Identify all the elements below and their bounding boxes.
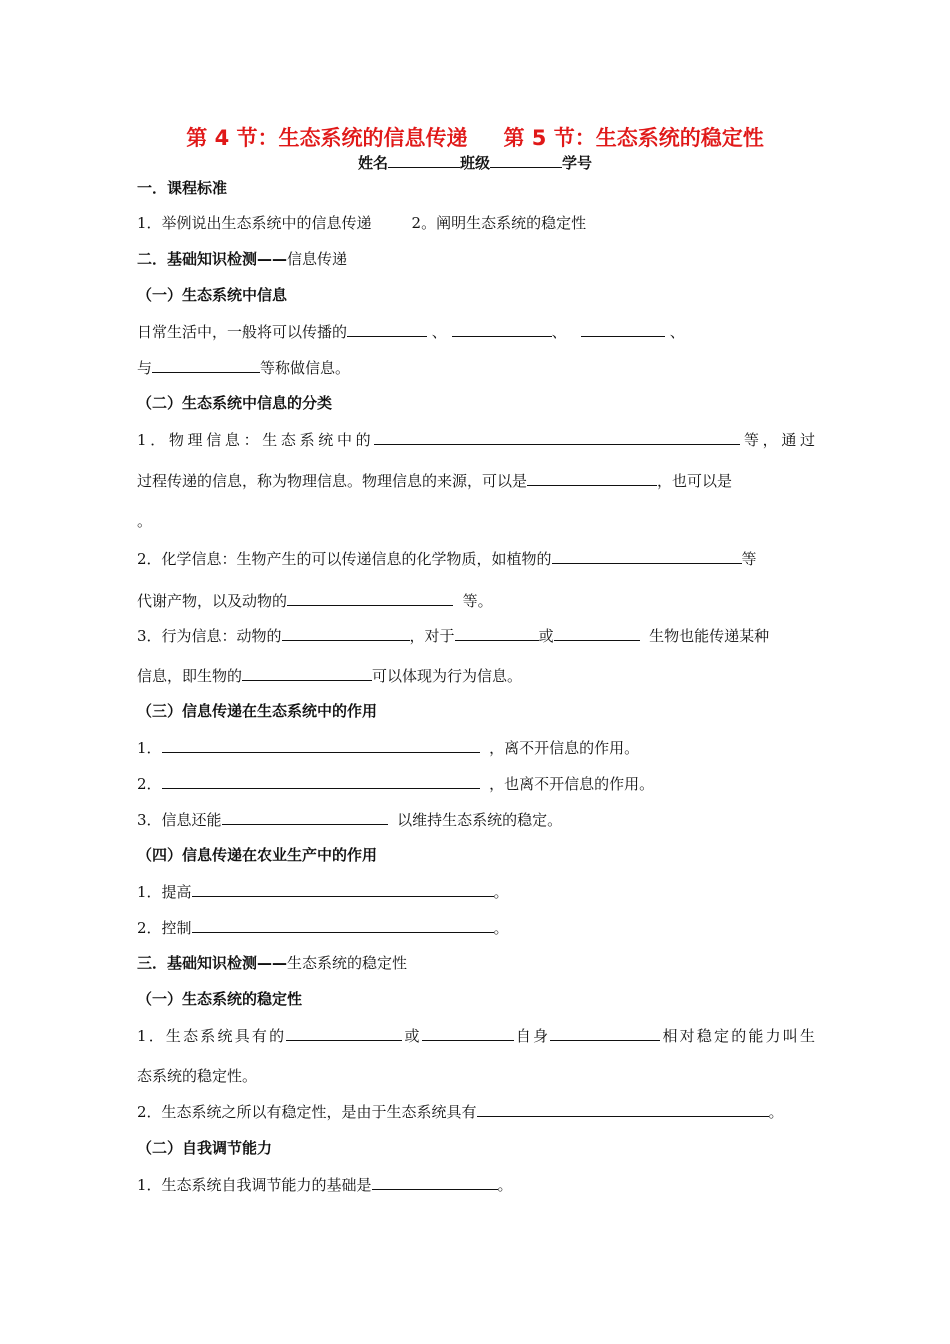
text: 代谢产物，以及动物的 — [137, 592, 288, 610]
sub4-item2 — [137, 917, 509, 938]
fill-blank[interactable] — [162, 737, 480, 753]
sub2-p1-line2 — [137, 470, 732, 491]
text: 。 — [493, 883, 509, 901]
sub2-p1-line1 — [137, 429, 815, 450]
section3-sub1-heading: （一）生态系统的稳定性 — [137, 990, 303, 1008]
text: 3．行为信息：动物的 — [137, 627, 282, 645]
text: 1．提高 — [137, 883, 192, 901]
section1-items — [137, 213, 586, 233]
fill-blank[interactable] — [192, 881, 494, 897]
fill-blank[interactable] — [162, 773, 480, 789]
text: 等。 — [462, 592, 493, 610]
s3-sub2-p1 — [137, 1174, 513, 1195]
fill-blank[interactable] — [192, 917, 494, 933]
fill-blank[interactable] — [581, 321, 665, 337]
title-part2: 第 5 节：生态系统的稳定性 — [503, 126, 764, 150]
text: 。 — [493, 919, 509, 937]
class-blank[interactable] — [490, 152, 562, 168]
fill-blank[interactable] — [286, 1025, 402, 1041]
section2-sub4-heading: （四）信息传递在农业生产中的作用 — [137, 846, 378, 864]
text: ，也可以是 — [657, 472, 733, 490]
text: 2． — [137, 775, 162, 793]
fill-blank[interactable] — [222, 809, 388, 825]
name-label: 姓名 — [357, 154, 388, 172]
fill-blank[interactable] — [152, 357, 260, 373]
text: 2．化学信息：生物产生的可以传递信息的化学物质，如植物的 — [137, 550, 552, 568]
text: 相对稳定的能力叫生 — [660, 1027, 815, 1045]
fill-blank[interactable] — [422, 1025, 514, 1041]
sub1-line1-text: 日常生活中，一般将可以传播的 — [137, 323, 348, 341]
fill-blank[interactable] — [347, 321, 427, 337]
text: 或 — [402, 1027, 422, 1045]
section2-sub2-heading: （二）生态系统中信息的分类 — [137, 394, 333, 412]
sub3-item1 — [137, 737, 639, 758]
fill-blank[interactable] — [552, 548, 742, 564]
sub2-p1-line3: 。 — [137, 512, 153, 530]
text: 以维持生态系统的稳定。 — [397, 811, 563, 829]
standard-item-1: 1．举例说出生态系统中的信息传递 — [137, 214, 372, 232]
fill-blank[interactable] — [554, 625, 640, 641]
section3-sub2-heading: （二）自我调节能力 — [137, 1139, 273, 1157]
section3-heading-normal: 生态系统的稳定性 — [287, 954, 408, 972]
fill-blank[interactable] — [282, 625, 410, 641]
sub1-line1 — [137, 321, 685, 342]
text: 1．生态系统具有的 — [137, 1027, 287, 1045]
fill-blank[interactable] — [527, 470, 657, 486]
sub3-item3 — [137, 809, 562, 830]
section2-heading-normal: 信息传递 — [287, 250, 348, 268]
section3-heading — [137, 953, 407, 973]
sub1-line2-end: 等称做信息。 — [260, 359, 351, 377]
sep: 、 — [669, 323, 685, 341]
name-blank[interactable] — [388, 152, 460, 168]
section1-heading: 一．课程标准 — [137, 179, 228, 197]
text: ，也离不开信息的作用。 — [489, 775, 655, 793]
section2-heading — [137, 249, 347, 269]
text: 3．信息还能 — [137, 811, 222, 829]
sep: 、 — [551, 323, 567, 341]
student-info — [0, 152, 950, 173]
text: 。 — [768, 1103, 784, 1121]
sub1-line2 — [137, 357, 350, 378]
text: 1． — [137, 739, 162, 757]
sub2-p2-line2 — [137, 590, 493, 611]
class-label: 班级 — [459, 154, 490, 172]
fill-blank[interactable] — [374, 429, 740, 445]
section2-sub3-heading: （三）信息传递在生态系统中的作用 — [137, 702, 378, 720]
sub2-p2-line1 — [137, 548, 757, 569]
text: 。 — [497, 1176, 513, 1194]
section2-heading-bold: 二．基础知识检测—— — [137, 250, 288, 268]
text: 过程传递的信息，称为物理信息。物理信息的来源，可以是 — [137, 472, 528, 490]
fill-blank[interactable] — [372, 1174, 498, 1190]
text: ，离不开信息的作用。 — [489, 739, 640, 757]
text: 等 — [741, 550, 757, 568]
text: 或 — [538, 627, 554, 645]
id-label: 学号 — [562, 154, 593, 172]
text: 等，通过 — [740, 431, 815, 449]
text: 1．物理信息：生态系统中的 — [137, 431, 375, 449]
sep: 、 — [431, 323, 447, 341]
section2-sub1-heading: （一）生态系统中信息 — [137, 286, 288, 304]
fill-blank[interactable] — [242, 665, 372, 681]
text: 可以体现为行为信息。 — [372, 667, 523, 685]
fill-blank[interactable] — [550, 1025, 660, 1041]
fill-blank[interactable] — [452, 321, 552, 337]
sub1-line2-text: 与 — [137, 359, 153, 377]
sub2-p3-line1 — [137, 625, 769, 646]
fill-blank[interactable] — [455, 625, 539, 641]
text: 2．控制 — [137, 919, 192, 937]
text: 生物也能传递某种 — [649, 627, 770, 645]
fill-blank[interactable] — [477, 1101, 769, 1117]
standard-item-2: 2。阐明生态系统的稳定性 — [411, 214, 587, 232]
sub2-p3-line2 — [137, 665, 522, 686]
s3-sub1-p1-line2: 态系统的稳定性。 — [137, 1067, 258, 1085]
section3-heading-bold: 三．基础知识检测—— — [137, 954, 288, 972]
sub3-item2 — [137, 773, 654, 794]
text: 信息，即生物的 — [137, 667, 243, 685]
fill-blank[interactable] — [287, 590, 453, 606]
s3-sub1-p1-line1 — [137, 1025, 815, 1046]
title-part1: 第 4 节：生态系统的信息传递 — [186, 126, 468, 150]
text: 2．生态系统之所以有稳定性，是由于生态系统具有 — [137, 1103, 477, 1121]
page-title — [0, 124, 950, 152]
s3-sub1-p2 — [137, 1101, 784, 1122]
sub4-item1 — [137, 881, 509, 902]
text: ，对于 — [409, 627, 455, 645]
text: 自身 — [513, 1027, 551, 1045]
text: 1．生态系统自我调节能力的基础是 — [137, 1176, 372, 1194]
